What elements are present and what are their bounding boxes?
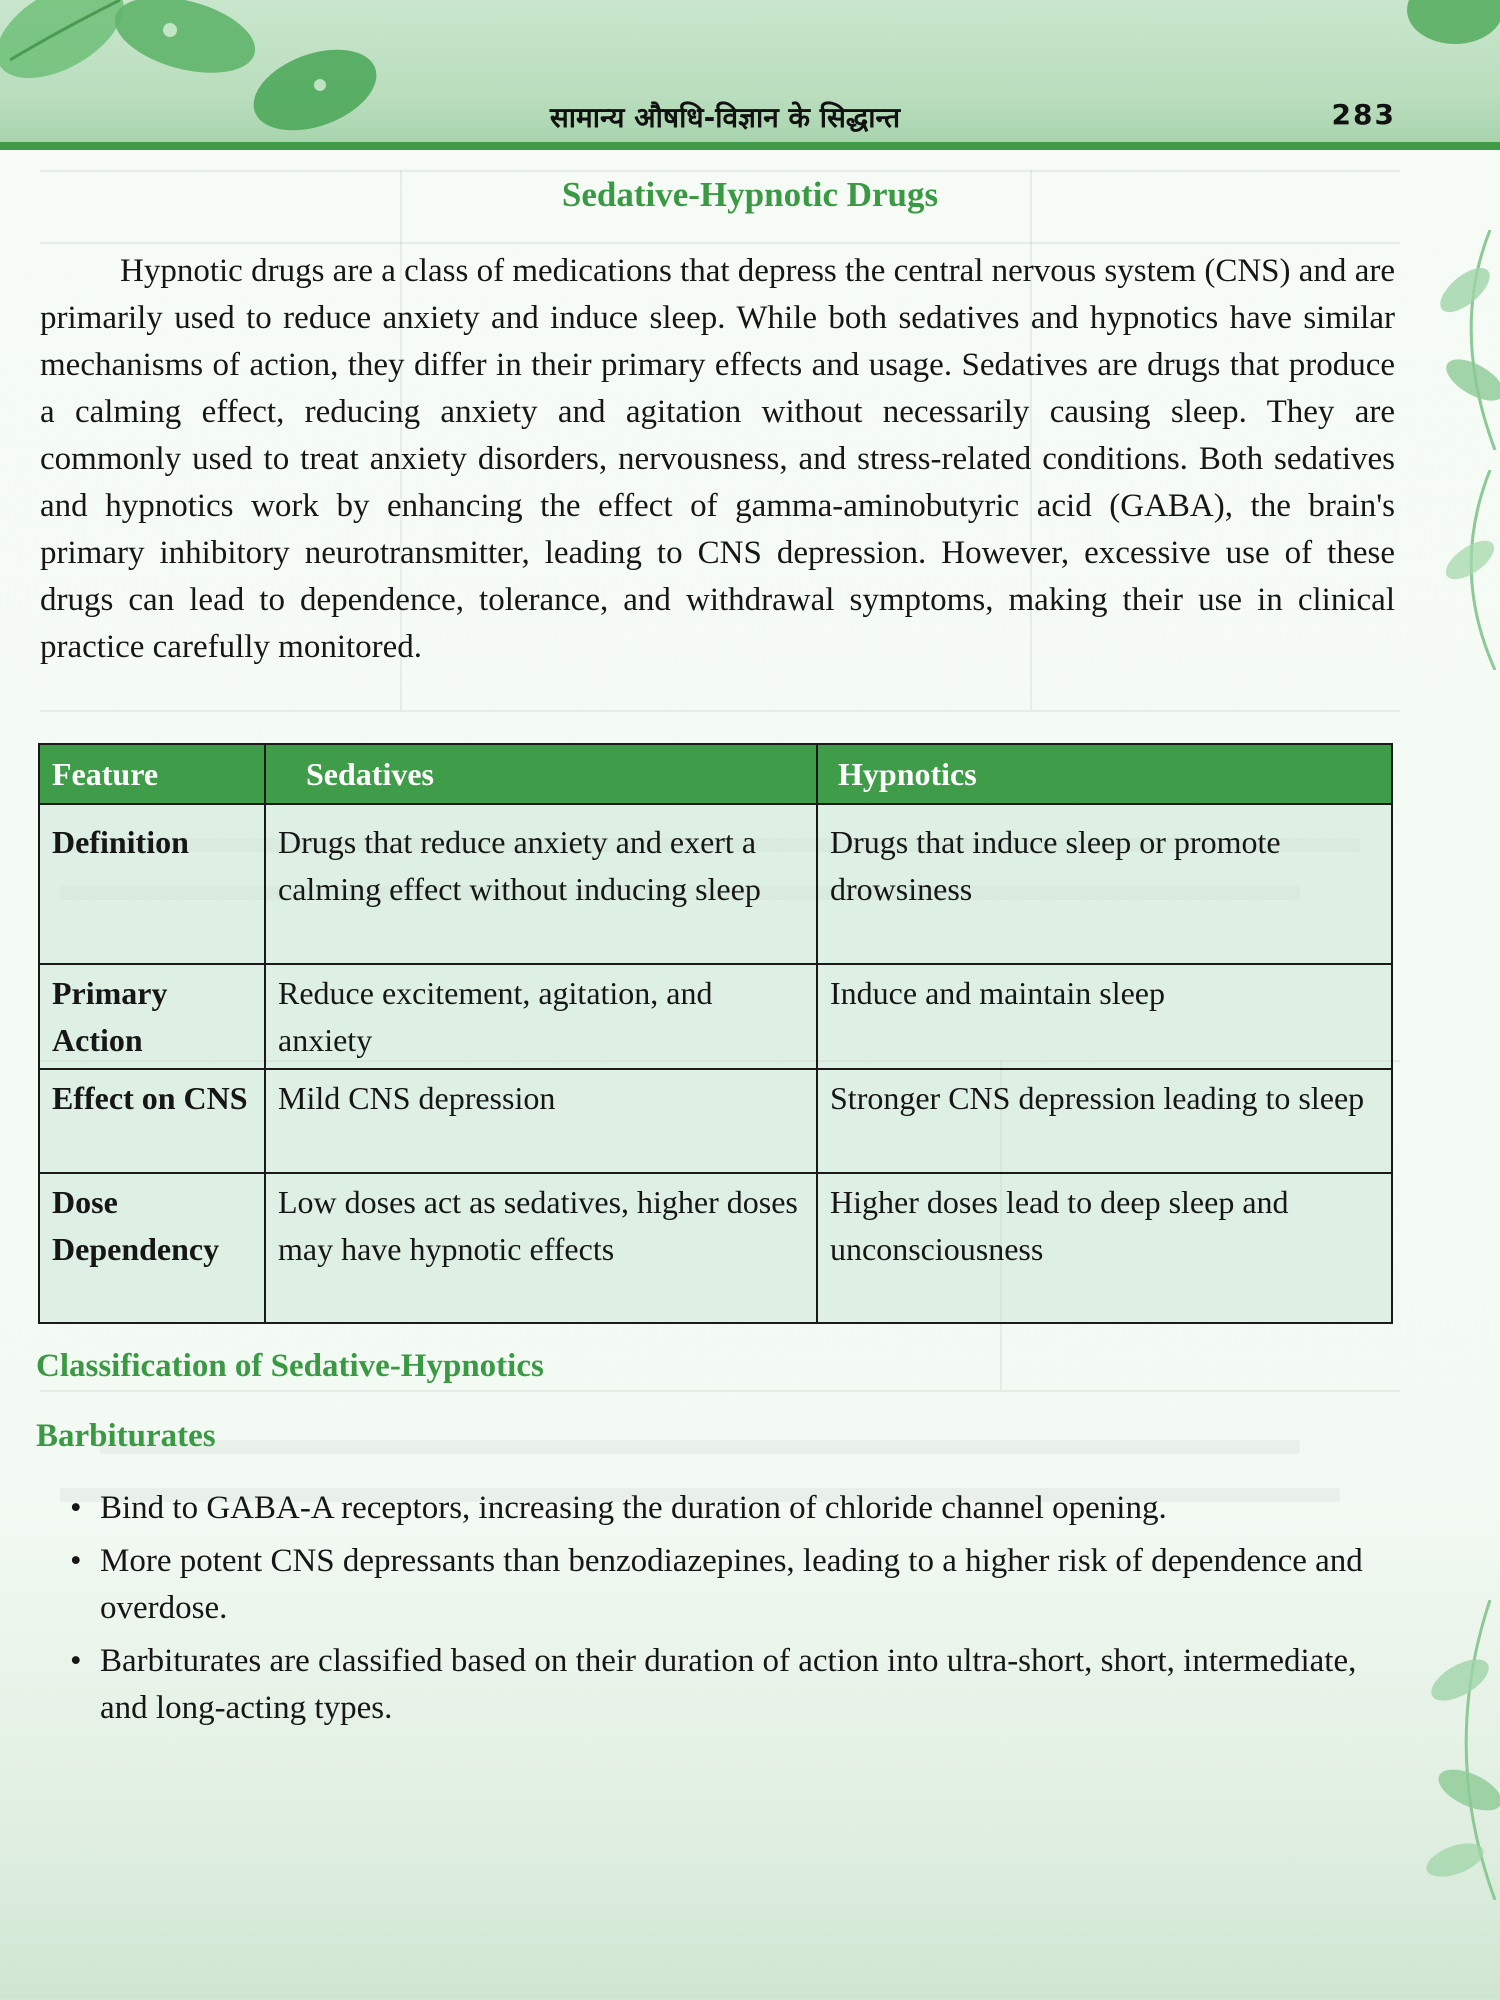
hypnotics-cell: Induce and maintain sleep bbox=[817, 964, 1392, 1069]
bullet-text: Barbiturates are classified based on their duration of action into ultra-short, short, intermediate, and long-acting types. bbox=[100, 1643, 1357, 1726]
table-header-row bbox=[39, 744, 1392, 804]
bullet-icon: • bbox=[70, 1643, 82, 1679]
page-number: 283 bbox=[1331, 98, 1396, 131]
list-item bbox=[70, 1638, 1395, 1732]
sedatives-cell: Mild CNS depression bbox=[265, 1069, 817, 1173]
bullet-text: More potent CNS depressants than benzodiazepines, leading to a higher risk of dependence and overdose. bbox=[100, 1543, 1363, 1626]
header-cell-sedatives: Sedatives bbox=[265, 744, 817, 804]
hypnotics-cell: Higher doses lead to deep sleep and unconsciousness bbox=[817, 1173, 1392, 1323]
vine-decoration-icon bbox=[1410, 230, 1500, 450]
table-row bbox=[39, 1069, 1392, 1173]
list-item bbox=[70, 1485, 1395, 1532]
table-row bbox=[39, 1173, 1392, 1323]
vine-decoration-icon bbox=[1400, 1600, 1500, 1900]
hypnotics-cell: Stronger CNS depression leading to sleep bbox=[817, 1069, 1392, 1173]
comparison-table bbox=[38, 743, 1393, 1324]
leaf-decoration-icon bbox=[0, 0, 140, 100]
section-title: Sedative-Hypnotic Drugs bbox=[561, 175, 939, 214]
leaf-decoration-icon bbox=[1395, 0, 1500, 60]
vine-decoration-icon bbox=[1420, 470, 1500, 670]
table-row bbox=[39, 804, 1392, 964]
hypnotics-cell: Drugs that induce sleep or promote drowsiness bbox=[817, 804, 1392, 964]
sedatives-cell: Drugs that reduce anxiety and exert a calming effect without inducing sleep bbox=[265, 804, 817, 964]
bullet-icon: • bbox=[70, 1543, 82, 1579]
classification-heading: Classification of Sedative-Hypnotics bbox=[36, 1348, 544, 1384]
leaf-decoration-icon bbox=[110, 0, 260, 100]
sedatives-cell: Reduce excitement, agitation, and anxiety bbox=[265, 964, 817, 1069]
feature-cell: Dose Dependency bbox=[39, 1173, 265, 1323]
feature-cell: Primary Action bbox=[39, 964, 265, 1069]
header-cell-hypnotics: Hypnotics bbox=[817, 744, 1392, 804]
barbiturates-heading: Barbiturates bbox=[36, 1418, 216, 1454]
list-item bbox=[70, 1538, 1395, 1632]
page-header-band bbox=[0, 0, 1500, 142]
table-row bbox=[39, 964, 1392, 1069]
running-title: सामान्य औषधि-विज्ञान के सिद्धान्त bbox=[549, 101, 901, 134]
bullet-text: Bind to GABA-A receptors, increasing the duration of chloride channel opening. bbox=[100, 1490, 1167, 1526]
bullet-icon: • bbox=[70, 1490, 82, 1526]
sedatives-cell: Low doses act as sedatives, higher doses may have hypnotic effects bbox=[265, 1173, 817, 1323]
intro-paragraph: Hypnotic drugs are a class of medications that depress the central nervous system (CNS) and are primarily used to reduce anxiety and induce sleep. While both sedatives and hypnotics have similar mechanisms of action, they differ in their primary effects and usage. Sedatives are drugs that produce a calming effect, reducing anxiety and agitation without necessarily causing sleep. They are commonly used to treat anxiety disorders, nervousness, and stress-related conditions. Both sedatives and hypnotics work by enhancing the effect of gamma-aminobutyric acid (GABA), the brain's primary inhibitory neurotransmitter, leading to CNS depression. However, excessive use of these drugs can lead to dependence, tolerance, and withdrawal symptoms, making their use in clinical practice carefully monitored. bbox=[40, 253, 1395, 665]
feature-cell: Effect on CNS bbox=[39, 1069, 265, 1173]
header-cell-feature: Feature bbox=[39, 744, 265, 804]
feature-cell: Definition bbox=[39, 804, 265, 964]
header-divider bbox=[0, 142, 1500, 150]
barbiturates-bullet-list bbox=[70, 1485, 1395, 1738]
